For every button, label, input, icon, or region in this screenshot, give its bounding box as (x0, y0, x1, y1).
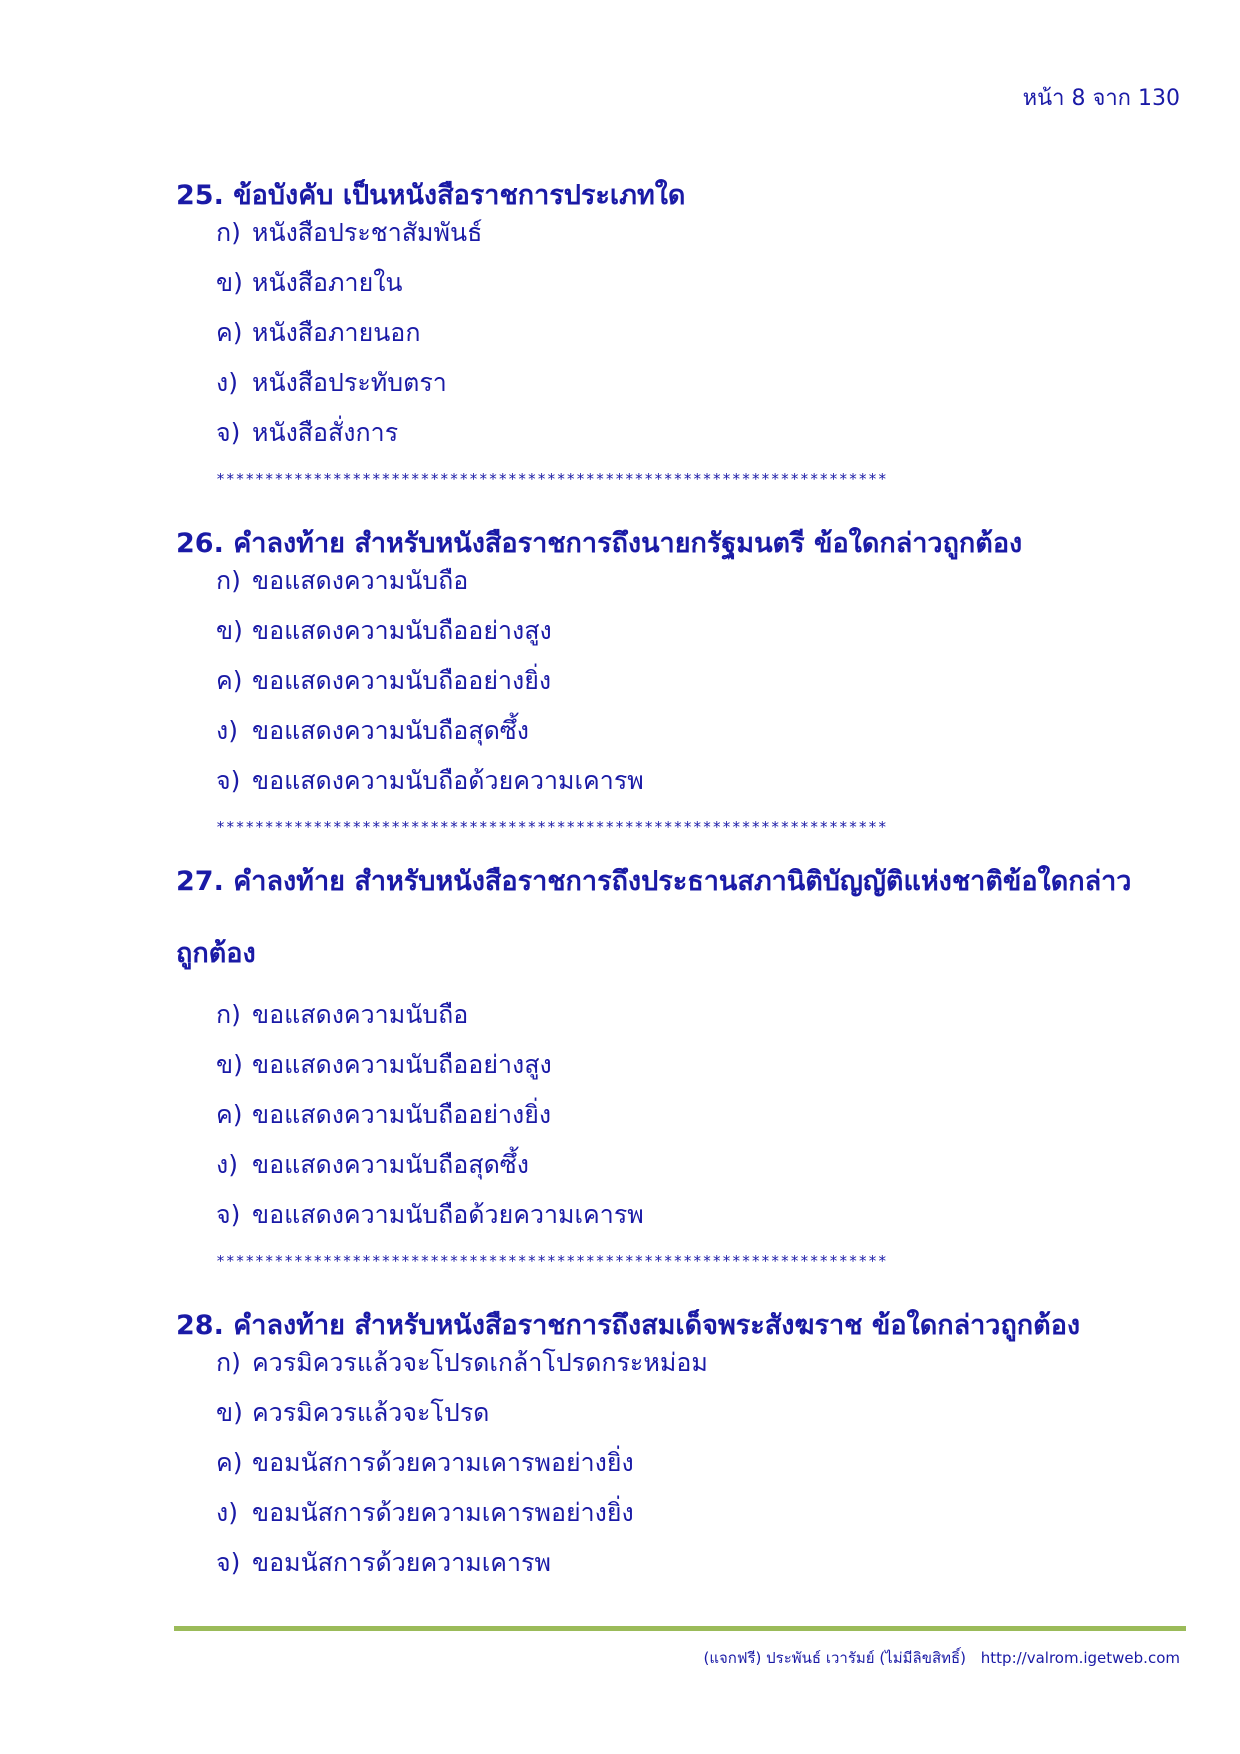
choice-letter: ง) (216, 1150, 238, 1179)
choice-item (216, 1190, 1186, 1240)
question-27 (176, 846, 1186, 1290)
choice-letter: ก) (216, 218, 241, 247)
choice-letter: จ) (216, 1548, 241, 1577)
choice-text: หนังสือภายนอก (252, 318, 421, 347)
choice-text: ขอแสดงความนับถือ (252, 566, 469, 595)
choice-item (216, 1140, 1186, 1190)
choice-item (216, 308, 1186, 358)
choice-item (216, 1040, 1186, 1090)
footer (703, 1646, 1180, 1670)
choice-item (216, 1538, 1186, 1588)
choice-item (216, 1338, 1186, 1388)
choice-text: ขอแสดงความนับถือ (252, 1000, 469, 1029)
choice-letter: จ) (216, 1200, 241, 1229)
question-title (176, 846, 1186, 990)
choice-letter: ง) (216, 368, 238, 397)
choice-letter: ง) (216, 716, 238, 745)
choice-letter: ข) (216, 268, 243, 297)
choice-letter: ง) (216, 1498, 238, 1527)
choice-letter: ข) (216, 1050, 243, 1079)
separator-line: ********************************************************************* (216, 470, 888, 488)
choice-text: ขอแสดงความนับถืออย่างสูง (252, 616, 552, 645)
choice-text: หนังสือประชาสัมพันธ์ (252, 218, 483, 247)
choice-item (216, 990, 1186, 1040)
choice-letter: ก) (216, 1348, 241, 1377)
choice-text: ขอมนัสการด้วยความเคารพอย่างยิ่ง (252, 1448, 634, 1477)
choice-letter: ค) (216, 1100, 243, 1129)
choice-item (216, 756, 1186, 806)
question-25 (176, 160, 1186, 508)
choice-item (216, 556, 1186, 606)
choice-text: ขอแสดงความนับถือด้วยความเคารพ (252, 1200, 644, 1229)
separator-line: ********************************************************************* (216, 818, 888, 836)
choice-letter: ข) (216, 1398, 243, 1427)
choice-item (216, 1388, 1186, 1438)
choice-letter: ข) (216, 616, 243, 645)
choice-text: ขอมนัสการด้วยความเคารพอย่างยิ่ง (252, 1498, 634, 1527)
footer-rule (174, 1626, 1186, 1631)
choice-letter: ก) (216, 1000, 241, 1029)
choice-text: ขอแสดงความนับถืออย่างยิ่ง (252, 666, 552, 695)
choice-text: ควรมิควรแล้วจะโปรด (252, 1398, 490, 1427)
choice-item (216, 1090, 1186, 1140)
question-title: 28. คำลงท้าย สำหรับหนังสือราชการถึงสมเด็จพระสังฆราช ข้อใดกล่าวถูกต้อง (176, 1310, 1081, 1341)
choice-text: ควรมิควรแล้วจะโปรดเกล้าโปรดกระหม่อม (252, 1348, 708, 1377)
choice-item (216, 1488, 1186, 1538)
choice-text: หนังสือประทับตรา (252, 368, 447, 397)
question-title-line: 27. คำลงท้าย สำหรับหนังสือราชการถึงประธานสภานิติบัญญัติแห่งชาติข้อใดกล่าว (176, 866, 1132, 897)
question-title: 26. คำลงท้าย สำหรับหนังสือราชการถึงนายกรัฐมนตรี ข้อใดกล่าวถูกต้อง (176, 528, 1023, 559)
choice-text: ขอแสดงความนับถือสุดซึ้ง (252, 1150, 529, 1179)
choice-text: ขอแสดงความนับถืออย่างสูง (252, 1050, 552, 1079)
separator-line: ********************************************************************* (216, 1252, 888, 1270)
exam-content (176, 160, 1186, 1588)
choice-item (216, 656, 1186, 706)
choice-text: หนังสือสั่งการ (252, 418, 399, 447)
choice-text: ขอแสดงความนับถืออย่างยิ่ง (252, 1100, 552, 1129)
choice-text: ขอแสดงความนับถือสุดซึ้ง (252, 716, 529, 745)
choice-letter: ค) (216, 1448, 243, 1477)
question-title-line: ถูกต้อง (176, 938, 256, 969)
choice-item (216, 706, 1186, 756)
footer-credit: (แจกฟรี) ประพันธ์ เวารัมย์ (ไม่มีลิขสิทธิ์) (703, 1649, 966, 1667)
choice-item (216, 1438, 1186, 1488)
choice-letter: ค) (216, 318, 243, 347)
footer-url[interactable]: http://valrom.igetweb.com (980, 1649, 1180, 1667)
choice-letter: จ) (216, 766, 241, 795)
choice-item (216, 606, 1186, 656)
choice-text: ขอมนัสการด้วยความเคารพ (252, 1548, 551, 1577)
question-26 (176, 508, 1186, 856)
question-28 (176, 1290, 1186, 1588)
choice-letter: ก) (216, 566, 241, 595)
question-title: 25. ข้อบังคับ เป็นหนังสือราชการประเภทใด (176, 180, 686, 211)
choice-text: ขอแสดงความนับถือด้วยความเคารพ (252, 766, 644, 795)
choice-item (216, 208, 1186, 258)
choice-letter: จ) (216, 418, 241, 447)
choice-item (216, 258, 1186, 308)
choice-letter: ค) (216, 666, 243, 695)
choice-item (216, 358, 1186, 408)
choice-text: หนังสือภายใน (252, 268, 403, 297)
page-number: หน้า 8 จาก 130 (1022, 86, 1180, 111)
choice-item (216, 408, 1186, 458)
